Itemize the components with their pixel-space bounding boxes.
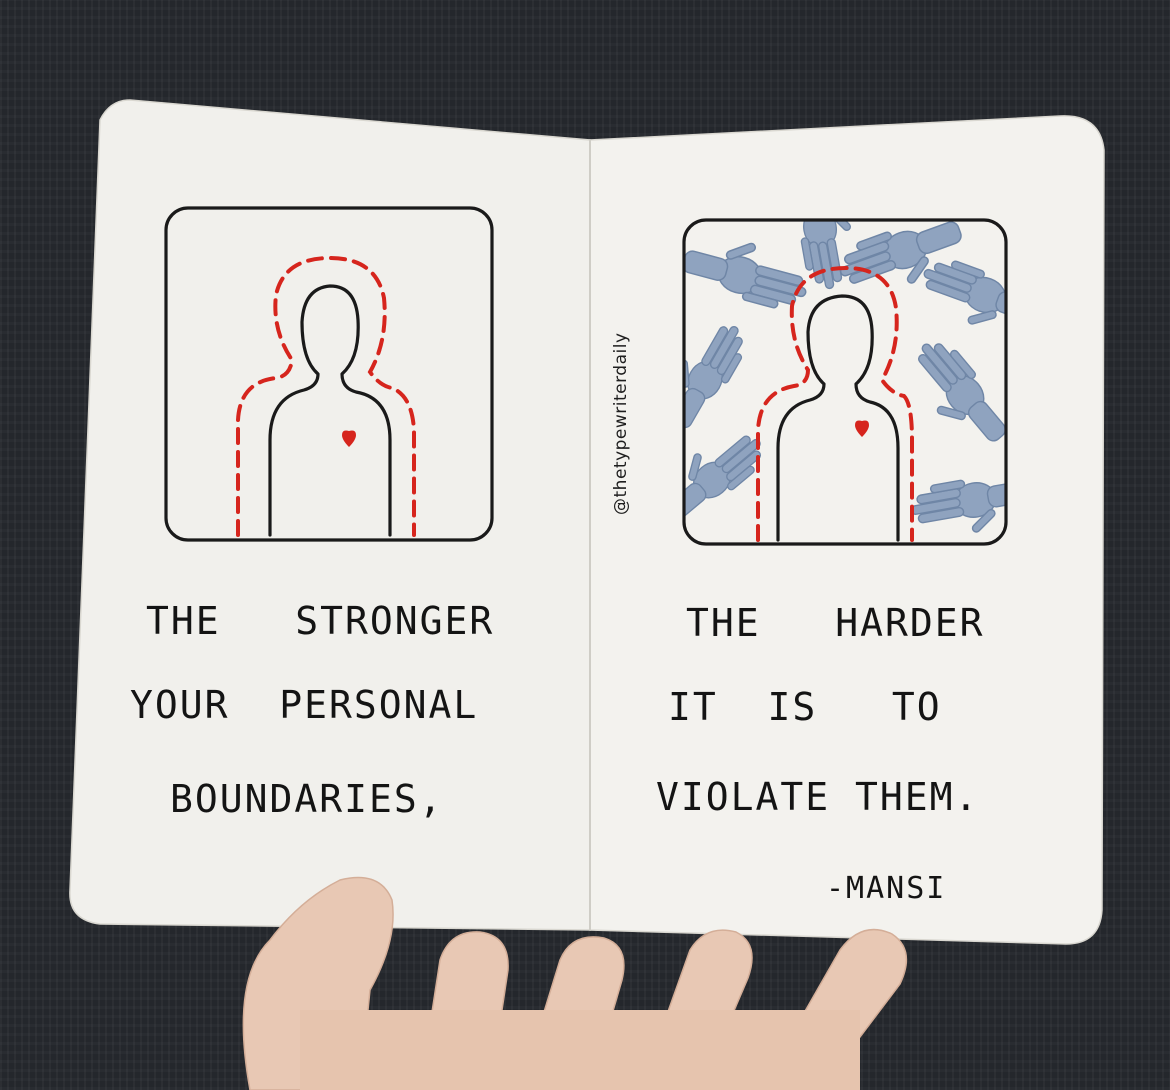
text-line: THE STRONGER xyxy=(146,599,495,643)
right-panel xyxy=(652,171,1045,544)
text-line: YOUR PERSONAL xyxy=(130,683,479,727)
text-line: IT IS TO xyxy=(668,685,942,729)
left-page-text xyxy=(130,599,494,821)
text-line: THE HARDER xyxy=(686,601,985,645)
signature: -MANSI xyxy=(826,871,947,906)
artist-handle: @thetypewriterdaily xyxy=(611,332,631,515)
text-line: VIOLATE THEM. xyxy=(656,775,980,819)
text-line: BOUNDARIES, xyxy=(170,777,444,821)
